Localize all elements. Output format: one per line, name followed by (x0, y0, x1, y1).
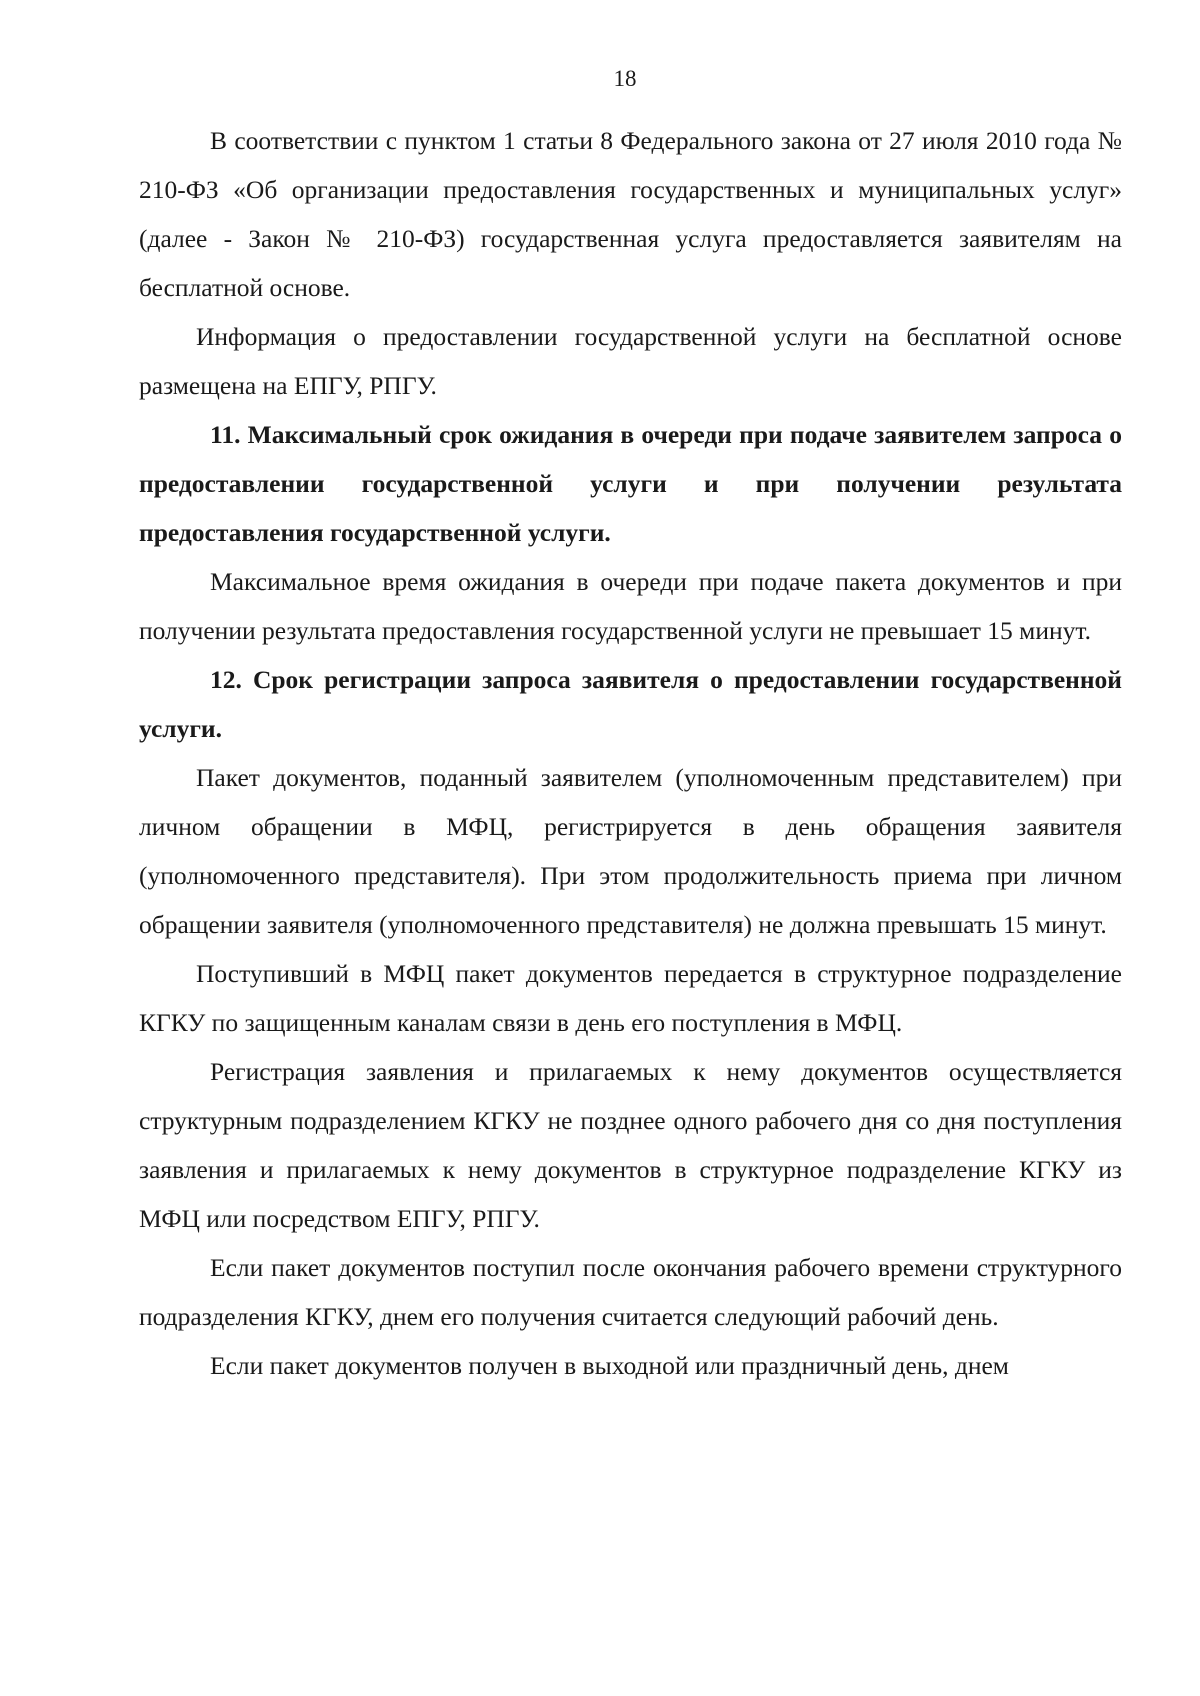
paragraph-fee-info: Информация о предоставлении государственной услуги на бесплатной основе размещена на ЕПГУ, РПГУ. (139, 322, 1122, 400)
paragraph-queue-time: Максимальное время ожидания в очереди при подаче пакета документов и при получении результата предоставления государственной услуги не превышает 15 минут. (139, 567, 1122, 645)
section-heading-12: 12. Срок регистрации запроса заявителя о предоставлении государственной услуги. (139, 665, 1122, 743)
paragraph-registration-deadline: Регистрация заявления и прилагаемых к нему документов осуществляется структурным подразделением КГКУ не позднее одного рабочего дня со дня поступления заявления и прилагаемых к нему документов в структурное подразделение КГКУ из МФЦ или посредством ЕПГУ, РПГУ. (139, 1057, 1122, 1233)
paragraph-transfer-kgku: Поступивший в МФЦ пакет документов передается в структурное подразделение КГКУ по защищенным каналам связи в день его поступления в МФЦ. (139, 959, 1122, 1037)
paragraph-registration-mfc: Пакет документов, поданный заявителем (уполномоченным представителем) при личном обращении в МФЦ, регистрируется в день обращения заявителя (уполномоченного представителя). При этом продолжительность приема при личном обращении заявителя (уполномоченного представителя) не должна превышать 15 минут. (139, 763, 1122, 939)
page-number: 18 (613, 66, 637, 91)
section-heading-11: 11. Максимальный срок ожидания в очереди при подаче заявителем запроса о предоставлении государственной услуги и при получении результата предоставления государственной услуги. (139, 420, 1122, 547)
paragraph-holiday: Если пакет документов получен в выходной или праздничный день, днем (210, 1351, 1009, 1380)
document-body (139, 116, 1122, 1390)
paragraph-after-hours: Если пакет документов поступил после окончания рабочего времени структурного подразделения КГКУ, днем его получения считается следующий рабочий день. (139, 1253, 1122, 1331)
paragraph-fee-basis: В соответствии с пунктом 1 статьи 8 Федерального закона от 27 июля 2010 года № 210-ФЗ «Об организации предоставления государственных и муниципальных услуг» (далее - Закон № 210-ФЗ) государственная услуга предоставляется заявителям на бесплатной основе. (139, 126, 1122, 302)
